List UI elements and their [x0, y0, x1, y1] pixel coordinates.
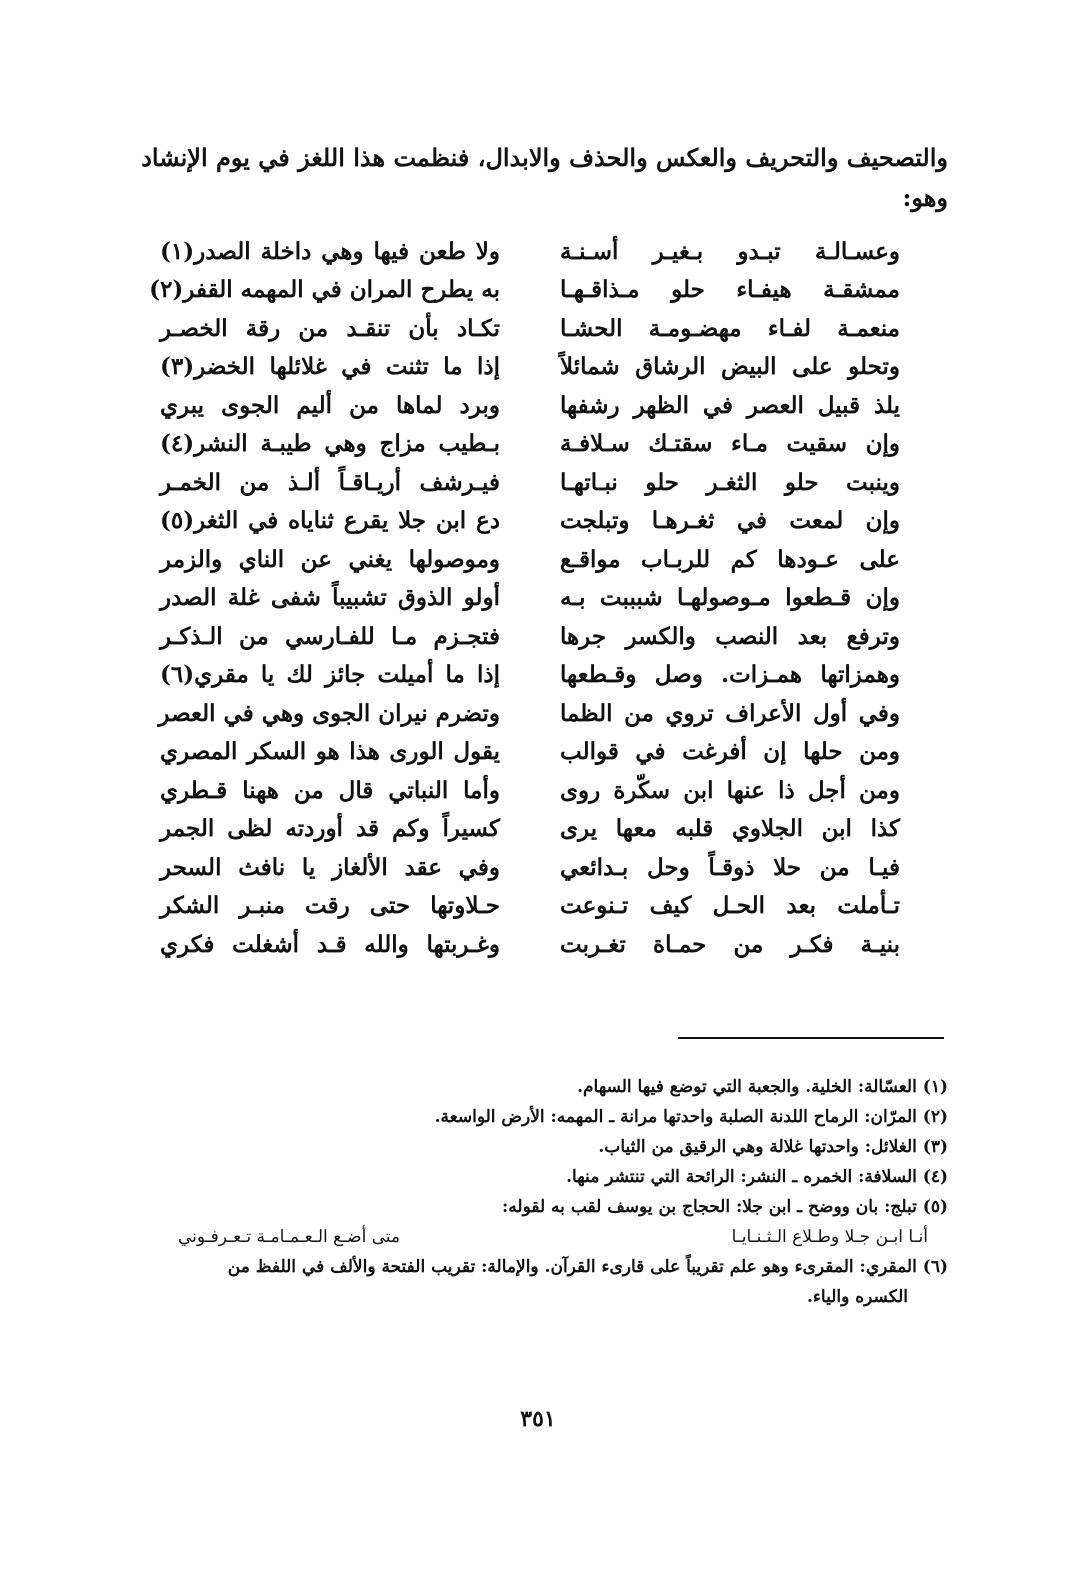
footnote-4: (٤) السلافة: الخمره ـ النشر: الرائحة التي تنتشر منها.: [566, 1167, 948, 1187]
verse-line: [160, 579, 900, 618]
verse-first-hemistich: وترفع بعد النصب والكسر جرها: [560, 622, 900, 650]
footnote-6: (٦) المقري: المقرىء وهو علم تقريباً على قارىء القرآن. والإمالة: تقريب الفتحة والألف في اللفظ من: [227, 1257, 948, 1277]
verse-line: [160, 425, 900, 464]
verse-first-hemistich: منعمـة لفـاء مهضـومـة الحشـا: [560, 314, 900, 342]
verse-second-hemistich: إذا ما تثنت في غلائلها الخضر(٣): [160, 353, 500, 381]
verse-second-hemistich: وغـربتها والله قـد أشغلت فكري: [160, 930, 500, 958]
verse-second-hemistich: وموصولها يغني عن الناي والزمر: [160, 545, 500, 573]
verse-line: [160, 810, 900, 849]
verse-first-hemistich: وهمزاتها همـزات. وصل وقـطعها: [560, 661, 900, 689]
verse-line: [160, 502, 900, 541]
footnote-separator: [678, 1037, 944, 1039]
verse-second-hemistich: أولو الذوق تشبيباً شفى غلة الصدر: [160, 584, 500, 612]
verse-first-hemistich: كذا ابن الجلاوي قلبه معها يرى: [560, 815, 900, 843]
intro-paragraph: [110, 138, 948, 218]
verse-first-hemistich: على عـودها كم للربـاب مواقـع: [560, 545, 900, 573]
verse-line: [160, 887, 900, 926]
verse-second-hemistich: دع ابن جلا يقرع ثناياه في الثغر(٥): [160, 507, 500, 535]
verse-line: [160, 848, 900, 887]
verse-second-hemistich: يقول الورى هذا هو السكر المصري: [160, 738, 500, 766]
verse-line: [160, 771, 900, 810]
verse-second-hemistich: وأما النباتي قال من ههنا قـطري: [160, 776, 500, 804]
verse-second-hemistich: كسيراً وكم قد أوردته لظى الجمر: [160, 815, 500, 843]
verse-first-hemistich: تـأملت بعد الحـل كيف تـنوعت: [560, 892, 900, 920]
verse-line: [160, 232, 900, 271]
verse-line: [160, 540, 900, 579]
verse-second-hemistich: وبرد لماها من أليم الجوى يبري: [160, 391, 500, 419]
verse-second-hemistich: ولا طعن فيها وهي داخلة الصدر(١): [160, 237, 500, 265]
verse-line: [160, 463, 900, 502]
footnote-6-continuation: الكسره والياء.: [807, 1287, 908, 1307]
footnotes: [108, 1072, 948, 1312]
verse-line: [160, 348, 900, 387]
intro-line-1: والتصحيف والتحريف والعكس والحذف والابدال، فنظمت هذا اللغز في يوم الإنشاد: [141, 143, 948, 172]
verse-line: [160, 733, 900, 772]
verse-first-hemistich: ومن حلها إن أفرغت في قوالب: [560, 738, 900, 766]
footnote-3: (٣) الغلائل: واحدتها غلالة وهي الرقيق من الثياب.: [598, 1137, 948, 1157]
verse-first-hemistich: وإن قـطعوا مـوصولهـا شبببت بـه: [560, 584, 900, 612]
footnote-5: (٥) تبلج: بان ووضح ـ ابن جلا: الحجاج بن يوسف لقب به لقوله:: [502, 1197, 948, 1217]
verse-first-hemistich: بنيـة فكـر من حمـاة تغـربت: [560, 930, 900, 958]
verse-first-hemistich: يلذ قبيل العصر في الظهر رشفها: [560, 391, 900, 419]
footnote-2: (٢) المرّان: الرماح اللدنة الصلبة واحدتها مرانة ـ المهمه: الأرض الواسعة.: [434, 1107, 948, 1127]
quote-hemistich-left: متى أضـع الـعـمـامـة تـعـرفـوني: [178, 1227, 401, 1247]
verse-first-hemistich: وتحلو على البيض الرشاق شمائلاً: [560, 353, 900, 381]
verse-second-hemistich: به يطرح المران في المهمه القفر(٢): [149, 276, 500, 304]
verse-first-hemistich: وينبت حلو الثغـر حلو نبـاتهـا: [560, 468, 900, 496]
verse-second-hemistich: حـلاوتها حتى رقت منبـر الشكر: [160, 892, 500, 920]
quote-hemistich-right: أنـا ابـن جـلا وطـلاع الـثـنـايـا: [731, 1227, 928, 1247]
verse-first-hemistich: وعسـالـة تبـدو بـغيـر أسـنـة: [560, 237, 900, 265]
verse-second-hemistich: بـطيب مزاج وهي طيبـة النشر(٤): [160, 430, 500, 458]
verse-first-hemistich: ممشقـة هيفـاء حلو مـذاقـهـا: [560, 276, 900, 304]
intro-line-2: وهو:: [902, 183, 948, 212]
verse-first-hemistich: وإن سقيت مـاء سقتـك سـلافـة: [560, 430, 900, 458]
footnote-5-quote: [108, 1222, 948, 1252]
verse-second-hemistich: إذا ما أميلت جائز لك يا مقري(٦): [160, 661, 500, 689]
verse-first-hemistich: وإن لمعت في ثغـرهـا وتبلجت: [560, 507, 900, 535]
poem: [149, 232, 900, 964]
verse-first-hemistich: ومن أجل ذا عنها ابن سكّرة روى: [560, 776, 900, 804]
verse-second-hemistich: تكـاد بأن تنقـد من رقة الخصـر: [160, 314, 500, 342]
verse-first-hemistich: وفي أول الأعراف تروي من الظما: [560, 699, 900, 727]
page-number: ٣٥١: [520, 1406, 556, 1432]
verse-line: [160, 617, 900, 656]
verse-line: [160, 656, 900, 695]
verse-line: [149, 271, 900, 310]
verse-second-hemistich: وفي عقد الألغاز يا نافث السحر: [160, 853, 500, 881]
verse-line: [160, 925, 900, 964]
verse-first-hemistich: فيـا من حلا ذوقـاً وحل بـدائعي: [560, 853, 900, 881]
verse-second-hemistich: فتجـزم مـا للفـارسي من الـذكـر: [160, 622, 500, 650]
footnote-1: (١) العسّالة: الخلية. والجعبة التي توضع فيها السهام.: [577, 1077, 948, 1097]
verse-line: [160, 694, 900, 733]
verse-line: [160, 386, 900, 425]
verse-line: [160, 309, 900, 348]
verse-second-hemistich: فيـرشف أريـاقـاً ألـذ من الخمـر: [160, 468, 500, 496]
verse-second-hemistich: وتضرم نيران الجوى وهي في العصر: [158, 699, 500, 727]
